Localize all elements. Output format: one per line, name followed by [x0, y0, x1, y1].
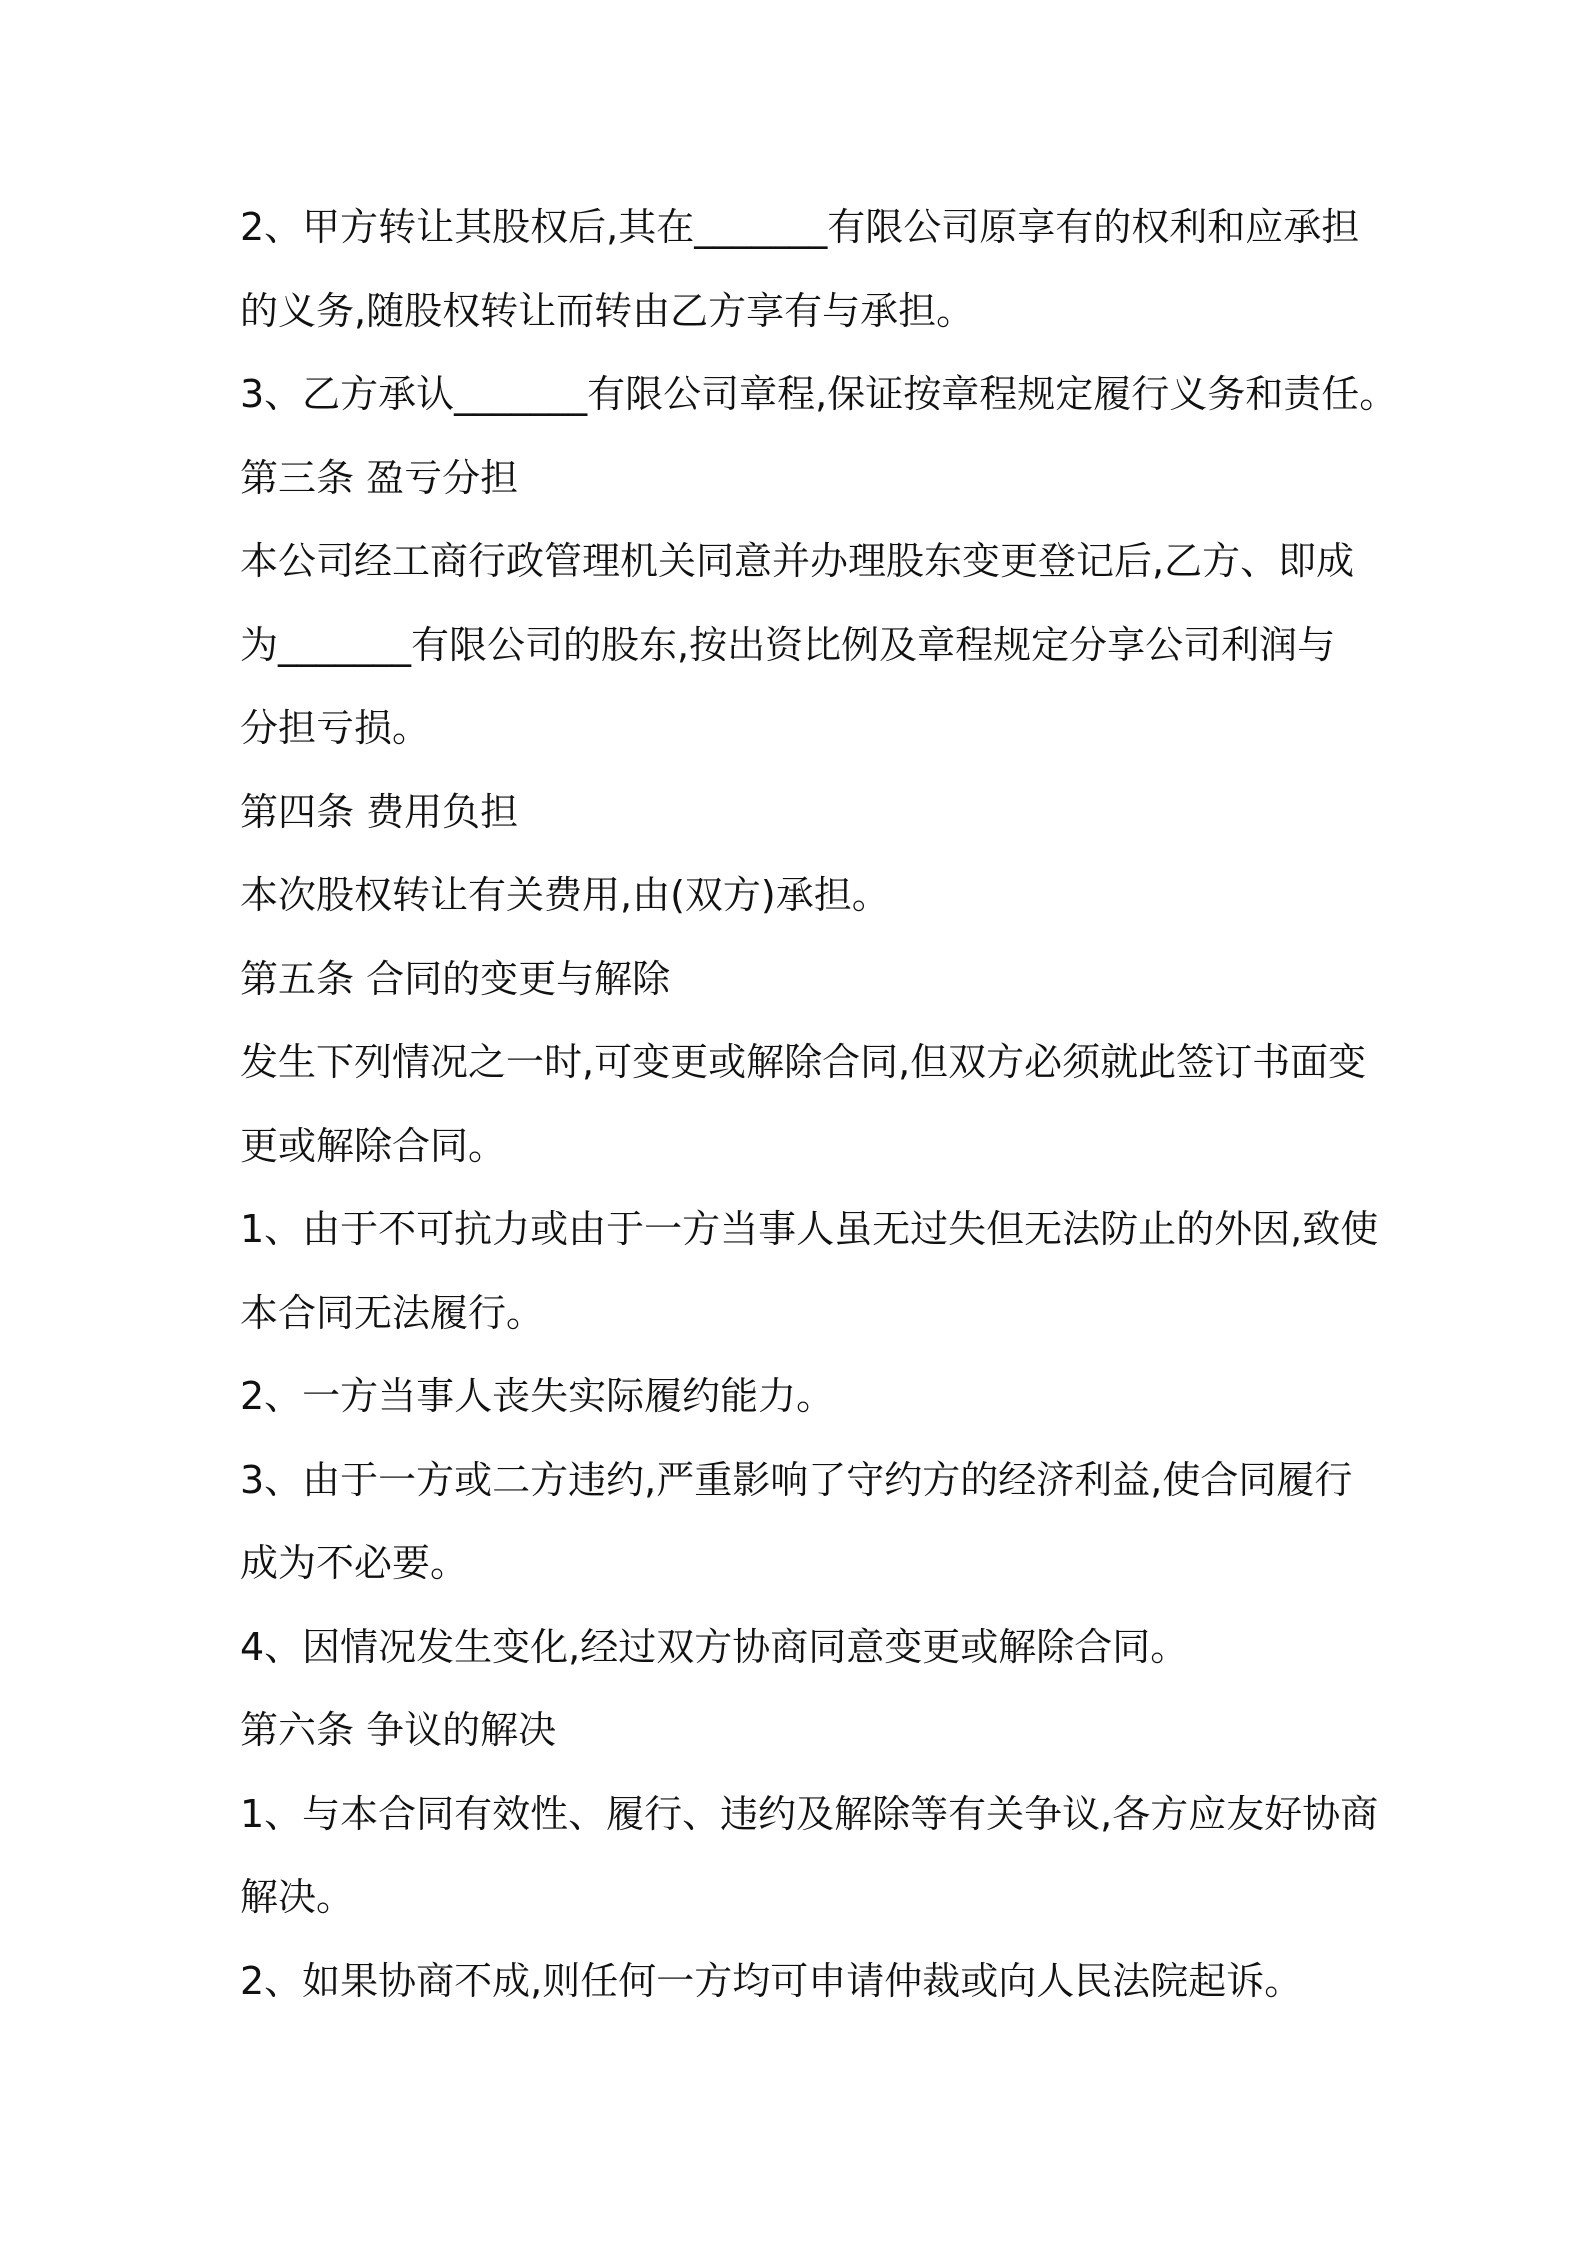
section-heading: 第五条 合同的变更与解除: [240, 957, 671, 1001]
section-heading: 第四条 费用负担: [240, 790, 519, 834]
section-heading: 第三条 盈亏分担: [240, 456, 519, 500]
paragraph-line: 成为不必要。: [240, 1541, 469, 1585]
paragraph-line: 本次股权转让有关费用,由(双方)承担。: [240, 873, 890, 917]
paragraph-line: 分担亏损。: [240, 706, 431, 750]
paragraph-line: 发生下列情况之一时,可变更或解除合同,但双方必须就此签订书面变: [240, 1040, 1367, 1084]
section-heading: 第六条 争议的解决: [240, 1708, 557, 1752]
paragraph-line: 4、因情况发生变化,经过双方协商同意变更或解除合同。: [240, 1625, 1189, 1669]
paragraph-line: 3、由于一方或二方违约,严重影响了守约方的经济利益,使合同履行: [240, 1458, 1353, 1502]
paragraph-line: 1、由于不可抗力或由于一方当事人虽无过失但无法防止的外因,致使: [240, 1207, 1379, 1251]
paragraph-line: 2、甲方转让其股权后,其在_______有限公司原享有的权利和应承担: [240, 205, 1360, 249]
paragraph-line: 本公司经工商行政管理机关同意并办理股东变更登记后,乙方、即成: [240, 539, 1355, 583]
paragraph-line: 3、乙方承认_______有限公司章程,保证按章程规定履行义务和责任。: [240, 372, 1398, 416]
paragraph-line: 的义务,随股权转让而转由乙方享有与承担。: [240, 289, 975, 333]
paragraph-line: 2、一方当事人丧失实际履约能力。: [240, 1374, 835, 1418]
paragraph-line: 解决。: [240, 1875, 355, 1919]
paragraph-line: 本合同无法履行。: [240, 1291, 545, 1335]
paragraph-line: 为_______有限公司的股东,按出资比例及章程规定分享公司利润与: [240, 623, 1336, 667]
paragraph-line: 1、与本合同有效性、履行、违约及解除等有关争议,各方应友好协商: [240, 1792, 1379, 1836]
paragraph-line: 更或解除合同。: [240, 1124, 507, 1168]
paragraph-line: 2、如果协商不成,则任何一方均可申请仲裁或向人民法院起诉。: [240, 1959, 1303, 2003]
